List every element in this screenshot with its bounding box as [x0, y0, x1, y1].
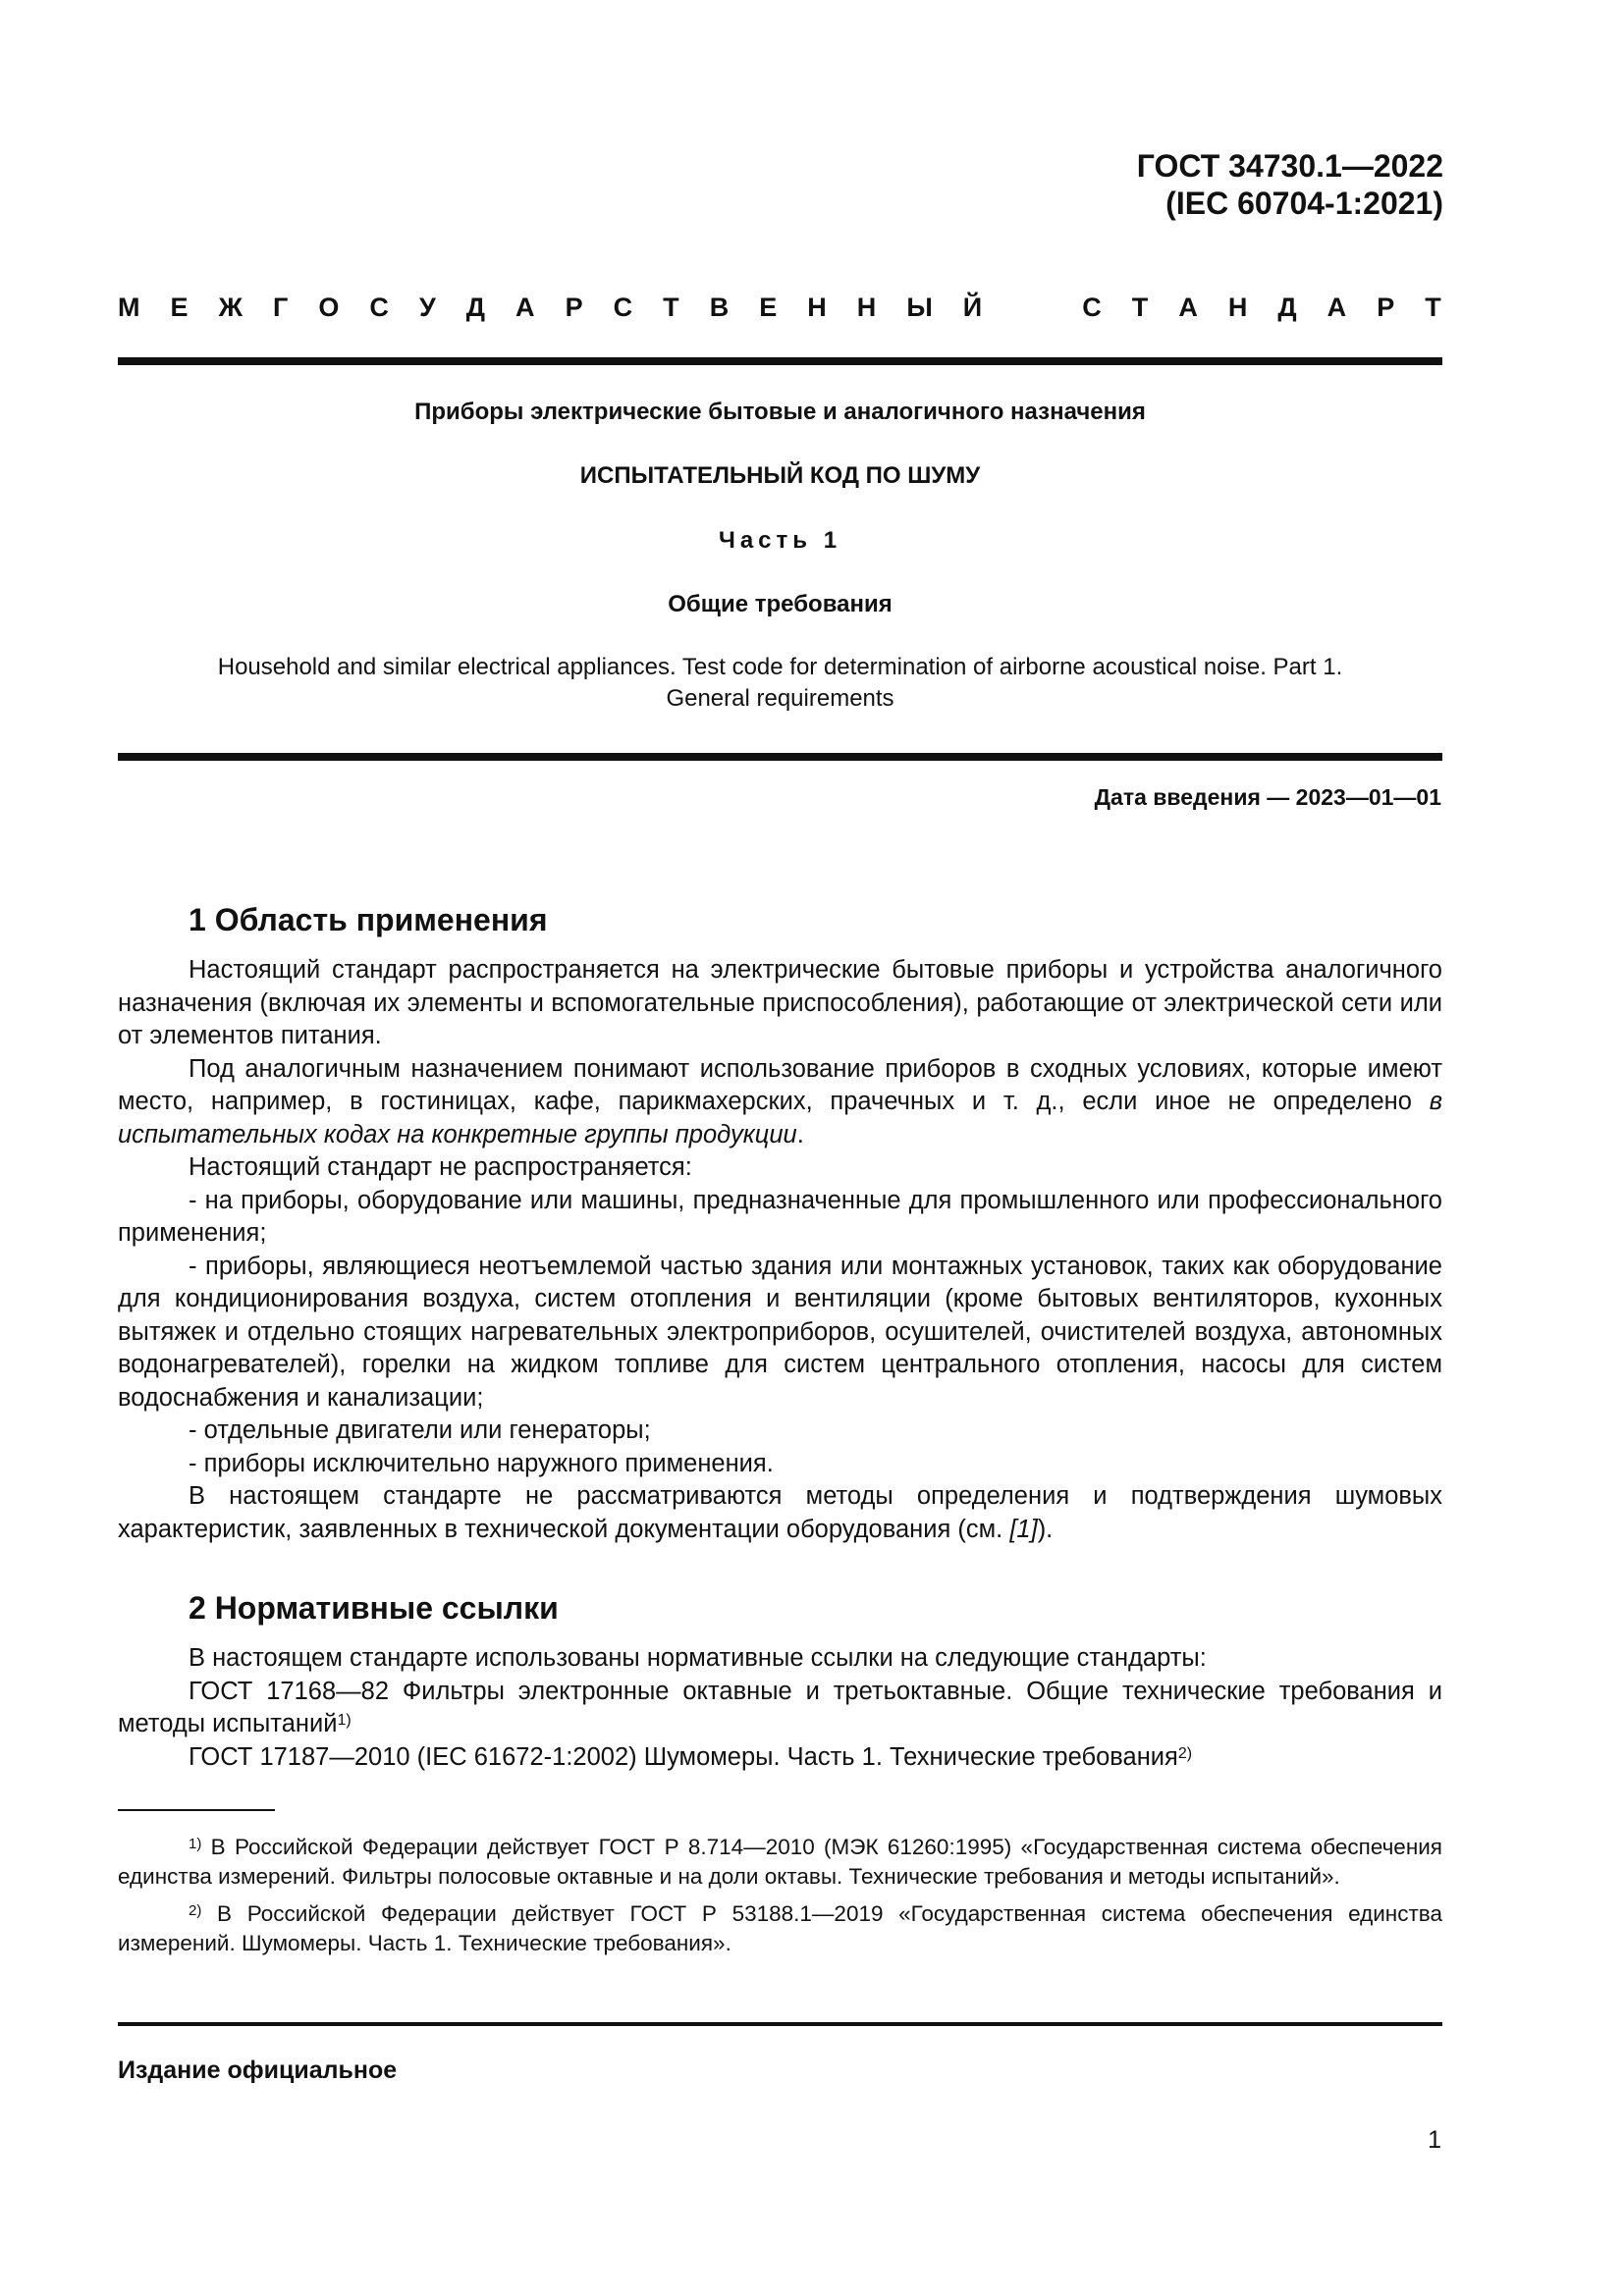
banner-letter: А — [515, 293, 535, 322]
banner-letter: Д — [1277, 293, 1297, 322]
section-2-heading: 2 Нормативные ссылки — [189, 1590, 559, 1626]
section-1-list-item: - приборы исключительно наружного применения. — [189, 1449, 774, 1477]
banner-letter: О — [318, 293, 340, 322]
banner-letter: С — [369, 293, 389, 322]
title-line2: ИСПЫТАТЕЛЬНЫЙ КОД ПО ШУМУ — [579, 462, 981, 489]
banner-letter: Д — [465, 293, 486, 322]
banner-letter: Г — [273, 293, 289, 322]
banner-letter: Ж — [218, 293, 243, 322]
interstate-standard-banner — [118, 293, 1441, 322]
banner-letter: Т — [663, 293, 679, 322]
section-1-paragraph: Настоящий стандарт не распространяется: — [189, 1153, 692, 1181]
banner-letter: Н — [1227, 293, 1248, 322]
title-line1: Приборы электрические бытовые и аналогичного назначения — [414, 399, 1146, 425]
footnote-marker: 1) — [337, 1712, 352, 1729]
banner-letter: С — [613, 293, 633, 322]
banner-letter: Н — [807, 293, 827, 322]
banner-letter: Й — [962, 293, 983, 322]
section-1 — [118, 901, 1442, 1546]
introduction-date: Дата введения — 2023—01—01 — [1094, 784, 1441, 810]
section-2-reference: ГОСТ 17168—82 Фильтры электронные октавные и третьоктавные. Общие технические требования и методы испытаний$^{1)}$ — [118, 1677, 1442, 1737]
banner-letter: У — [418, 293, 436, 322]
title-subtitle: Общие требования — [668, 591, 893, 617]
footnote: $^{2)}$ В Российской Федерации действует ГОСТ Р 53188.1—2019 «Государственная система обеспечения единства измерений. Шумомеры. Часть 1. Технические требования». — [118, 1901, 1442, 1955]
footnote-marker: 2) — [1177, 1744, 1193, 1762]
banner-letter: Т — [1131, 293, 1149, 322]
section-1-list-item: - отдельные двигатели или генераторы; — [189, 1416, 651, 1444]
section-1-paragraph: Настоящий стандарт распространяется на электрические бытовые приборы и устройства аналогичного назначения (включая их элементы и вспомогательные приспособления), работающие от электрической сети или от элементов питания. — [118, 956, 1442, 1049]
footnotes — [118, 1833, 1442, 1966]
title-english-line1: Household and similar electrical appliances. Test code for determination of airborne acoustical noise. Part 1. — [217, 654, 1343, 680]
section-1-list-item: - приборы, являющиеся неотъемлемой частью здания или монтажных установок, таких как оборудование для кондиционирования воздуха, систем отопления и вентиляции (кроме бытовых вентиляторов, кухонных вытяжек и отдельно стоящих нагревательных электроприборов, осушителей, очистителей воздуха, автономных водонагревателей), горелки на жидком топливе для систем центрального отопления, насосы для систем водоснабжения и канализации; — [118, 1252, 1442, 1412]
official-edition-label: Издание официальное — [118, 2056, 398, 2084]
banner-letter: В — [709, 293, 730, 322]
banner-letter: Р — [1377, 293, 1395, 322]
footnote: $^{1)}$ В Российской Федерации действует ГОСТ Р 8.714—2010 (МЭК 61260:1995) «Государственная система обеспечения единства измерений. Фильтры полосовые октавные и на доли октавы. Технические требования и методы испытаний». — [118, 1835, 1442, 1889]
section-1-paragraph: Под аналогичным назначением понимают использование приборов в сходных условиях, которые имеют место, например, в гостиницах, кафе, парикмахерских, прачечных и т. д., если иное не определено в испытательных кодах на конкретные группы продукции. — [118, 1054, 1442, 1148]
section-1-heading: 1 Область применения — [189, 902, 548, 937]
banner-letter: С — [1082, 293, 1102, 322]
title-part: Часть 1 — [718, 527, 842, 554]
banner-letter: Ы — [906, 293, 933, 322]
title-english-line2: General requirements — [666, 685, 894, 712]
document-number-intl: (IEC 60704-1:2021) — [1165, 186, 1443, 221]
section-1-paragraph: В настоящем стандарте не рассматриваются методы определения и подтверждения шумовых характеристик, заявленных в технической документации оборудования (см. [1]). — [118, 1482, 1442, 1543]
section-2 — [118, 1589, 1442, 1774]
banner-gap — [1012, 293, 1052, 322]
page-number: 1 — [1428, 2126, 1441, 2154]
document-number-block — [1137, 147, 1443, 222]
section-1-list-item: - на приборы, оборудование или машины, предназначенные для промышленного или профессионального применения; — [118, 1186, 1442, 1247]
section-2-paragraph: В настоящем стандарте использованы нормативные ссылки на следующие стандарты: — [189, 1644, 1207, 1672]
section-2-reference: ГОСТ 17187—2010 (IEC 61672-1:2002) Шумомеры. Часть 1. Технические требования$^{2)}$ — [189, 1742, 1193, 1771]
bottom-rule — [118, 2022, 1442, 2026]
banner-letter: Н — [856, 293, 877, 322]
banner-letter: Р — [565, 293, 583, 322]
banner-letter: Е — [759, 293, 778, 322]
top-rule — [118, 357, 1442, 365]
banner-letter: М — [118, 293, 140, 322]
banner-letter: А — [1326, 293, 1347, 322]
banner-letter: А — [1178, 293, 1198, 322]
footnote-separator — [118, 1809, 275, 1811]
title-rule — [118, 753, 1442, 761]
banner-letter: Е — [170, 293, 189, 322]
document-number: ГОСТ 34730.1—2022 — [1136, 148, 1443, 184]
banner-letter: Т — [1425, 293, 1441, 322]
